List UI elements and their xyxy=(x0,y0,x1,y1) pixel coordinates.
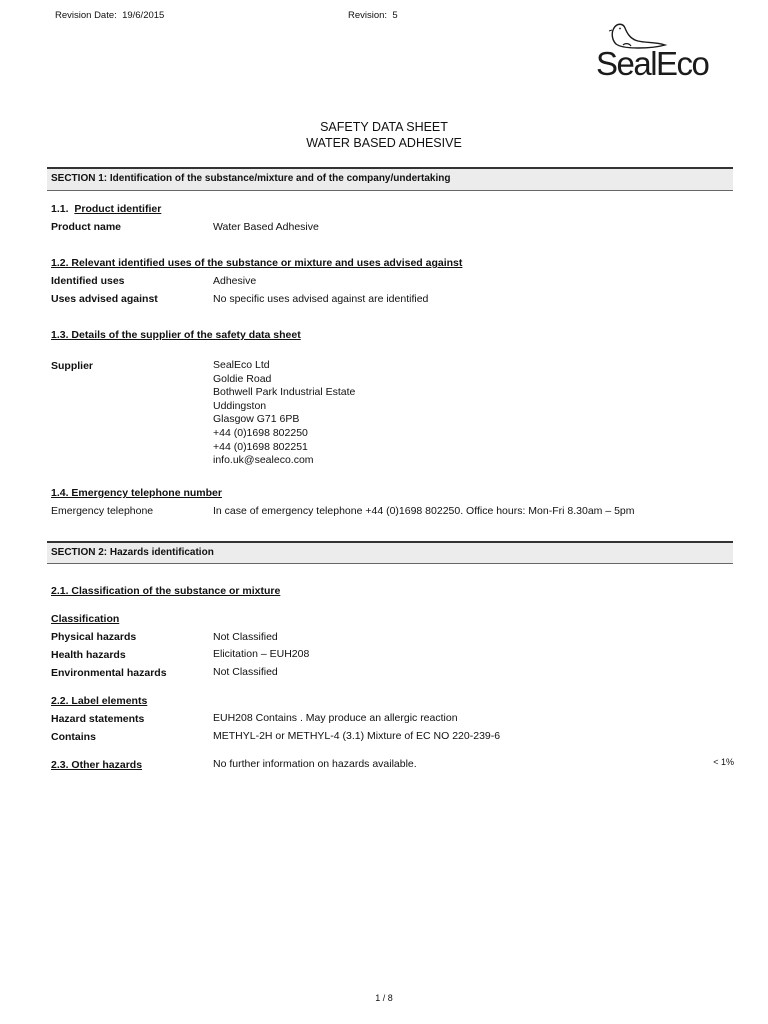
revision-date-value: 19/6/2015 xyxy=(122,10,165,21)
identified-uses-label: Identified uses xyxy=(51,275,125,287)
physical-hazards-label: Physical hazards xyxy=(51,631,137,643)
document-title-line1: SAFETY DATA SHEET xyxy=(320,120,448,134)
uses-advised-against-value: No specific uses advised against are identified xyxy=(213,293,429,305)
contains-value: METHYL-2H or METHYL-4 (3.1) Mixture of EC NO 220-239-6 xyxy=(213,730,501,742)
section1-2-heading: 1.2. Relevant identified uses of the substance or mixture and uses advised against xyxy=(51,257,463,269)
section1-heading: SECTION 1: Identification of the substance/mixture and of the company/undertaking xyxy=(51,173,451,184)
concentration-percent: < 1% xyxy=(713,757,734,767)
section2-1-heading: 2.1. Classification of the substance or mixture xyxy=(51,585,281,597)
revision-value: 5 xyxy=(392,10,398,21)
hazard-statements-value: EUH208 Contains . May produce an allergic reaction xyxy=(213,712,458,724)
section2-2-heading: 2.2. Label elements xyxy=(51,695,148,707)
physical-hazards-value: Not Classified xyxy=(213,631,278,643)
supplier-line: Goldie Road xyxy=(213,372,272,385)
logo-wordmark: SealEco xyxy=(596,45,709,82)
product-name-value: Water Based Adhesive xyxy=(213,221,319,233)
product-name-label: Product name xyxy=(51,221,122,233)
supplier-line: Glasgow G71 6PB xyxy=(213,413,300,426)
revision-date xyxy=(55,10,164,21)
supplier-address xyxy=(213,359,355,468)
document-title-line2: WATER BASED ADHESIVE xyxy=(306,136,462,150)
other-hazards-value: No further information on hazards available. xyxy=(213,758,417,770)
classification-subheading: Classification xyxy=(51,613,120,625)
supplier-phone: +44 (0)1698 802251 xyxy=(213,440,308,453)
section1-3-heading: 1.3. Details of the supplier of the safety data sheet xyxy=(51,329,301,341)
section1-4-heading: 1.4. Emergency telephone number xyxy=(51,487,222,499)
emergency-telephone-label: Emergency telephone xyxy=(51,505,154,517)
revision-date-label: Revision Date: xyxy=(55,10,117,21)
section1-1-title: Product identifier xyxy=(74,203,162,215)
section1-1-heading xyxy=(51,203,161,215)
supplier-line: SealEco Ltd xyxy=(213,359,270,371)
health-hazards-label: Health hazards xyxy=(51,649,126,661)
emergency-telephone-value: In case of emergency telephone +44 (0)1698 802250. Office hours: Mon-Fri 8.30am – 5pm xyxy=(213,505,635,517)
environmental-hazards-value: Not Classified xyxy=(213,666,278,678)
section2-header xyxy=(47,541,733,564)
identified-uses-value: Adhesive xyxy=(213,275,257,287)
section2-3-heading: 2.3. Other hazards xyxy=(51,759,143,771)
section2-heading: SECTION 2: Hazards identification xyxy=(51,547,214,558)
supplier-phone: +44 (0)1698 802250 xyxy=(213,426,308,439)
contains-label: Contains xyxy=(51,731,96,743)
sealeco-logo xyxy=(594,22,719,84)
environmental-hazards-label: Environmental hazards xyxy=(51,667,167,679)
revision-label: Revision: xyxy=(348,10,388,21)
supplier-line: Uddingston xyxy=(213,399,267,412)
supplier-line: Bothwell Park Industrial Estate xyxy=(213,386,356,399)
health-hazards-value: Elicitation – EUH208 xyxy=(213,648,310,660)
hazard-statements-label: Hazard statements xyxy=(51,713,145,725)
supplier-email: info.uk@sealeco.com xyxy=(213,454,314,467)
supplier-label: Supplier xyxy=(51,360,94,372)
revision-number xyxy=(348,10,398,21)
section1-1-number: 1.1. xyxy=(51,203,69,215)
section1-header xyxy=(47,167,733,191)
uses-advised-against-label: Uses advised against xyxy=(51,293,158,305)
page-number: 1 / 8 xyxy=(375,993,393,1003)
